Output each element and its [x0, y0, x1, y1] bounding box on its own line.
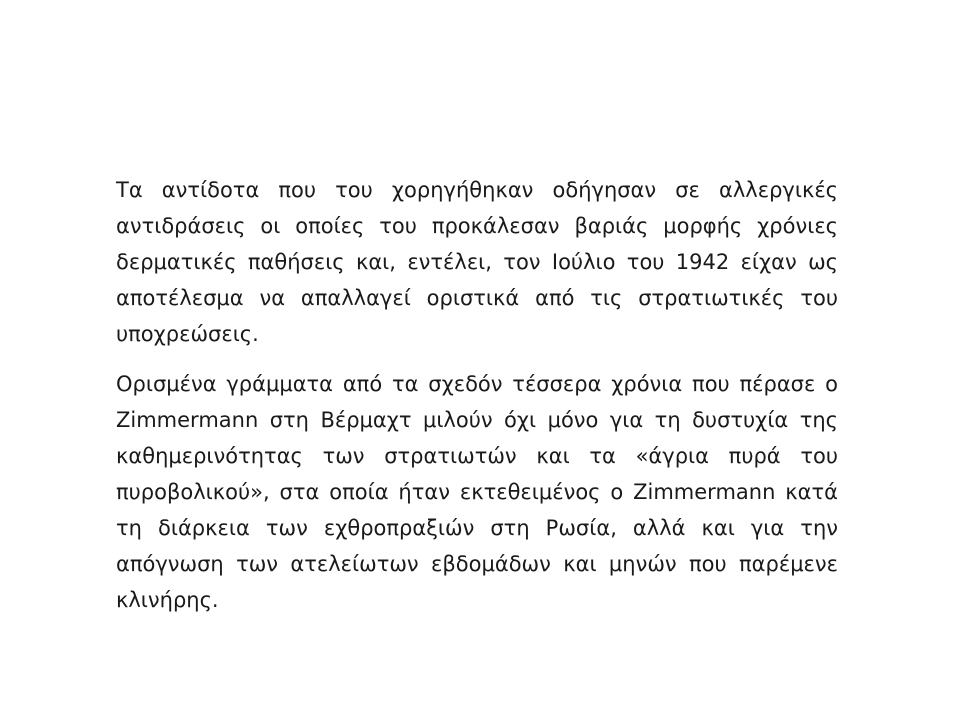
body-text — [116, 172, 838, 618]
paragraph-2: Ορισμένα γράμματα από τα σχεδόν τέσσερα χρόνια που πέρασε ο Zimmermann στη Βέρμαχτ μιλούν όχι μόνο για τη δυστυχία της καθημερινότητας των στρατιωτών και τα «άγρια πυρά του πυροβολικού», στα οποία ήταν εκτεθειμένος ο Zimmermann κατά τη διάρκεια των εχθροπραξιών στη Ρωσία, αλλά και για την απόγνωση των ατελείωτων εβδομάδων και μηνών που παρέμενε κλινήρης. — [116, 372, 838, 612]
paragraph-1: Τα αντίδοτα που του χορηγήθηκαν οδήγησαν σε αλλεργικές αντιδράσεις οι οποίες του προκάλεσαν βαριάς μορφής χρόνιες δερματικές παθήσεις και, εντέλει, τον Ιούλιο του 1942 είχαν ως αποτέλεσμα να απαλλαγεί οριστικά από τις στρατιωτικές του υποχρεώσεις. — [116, 178, 838, 346]
